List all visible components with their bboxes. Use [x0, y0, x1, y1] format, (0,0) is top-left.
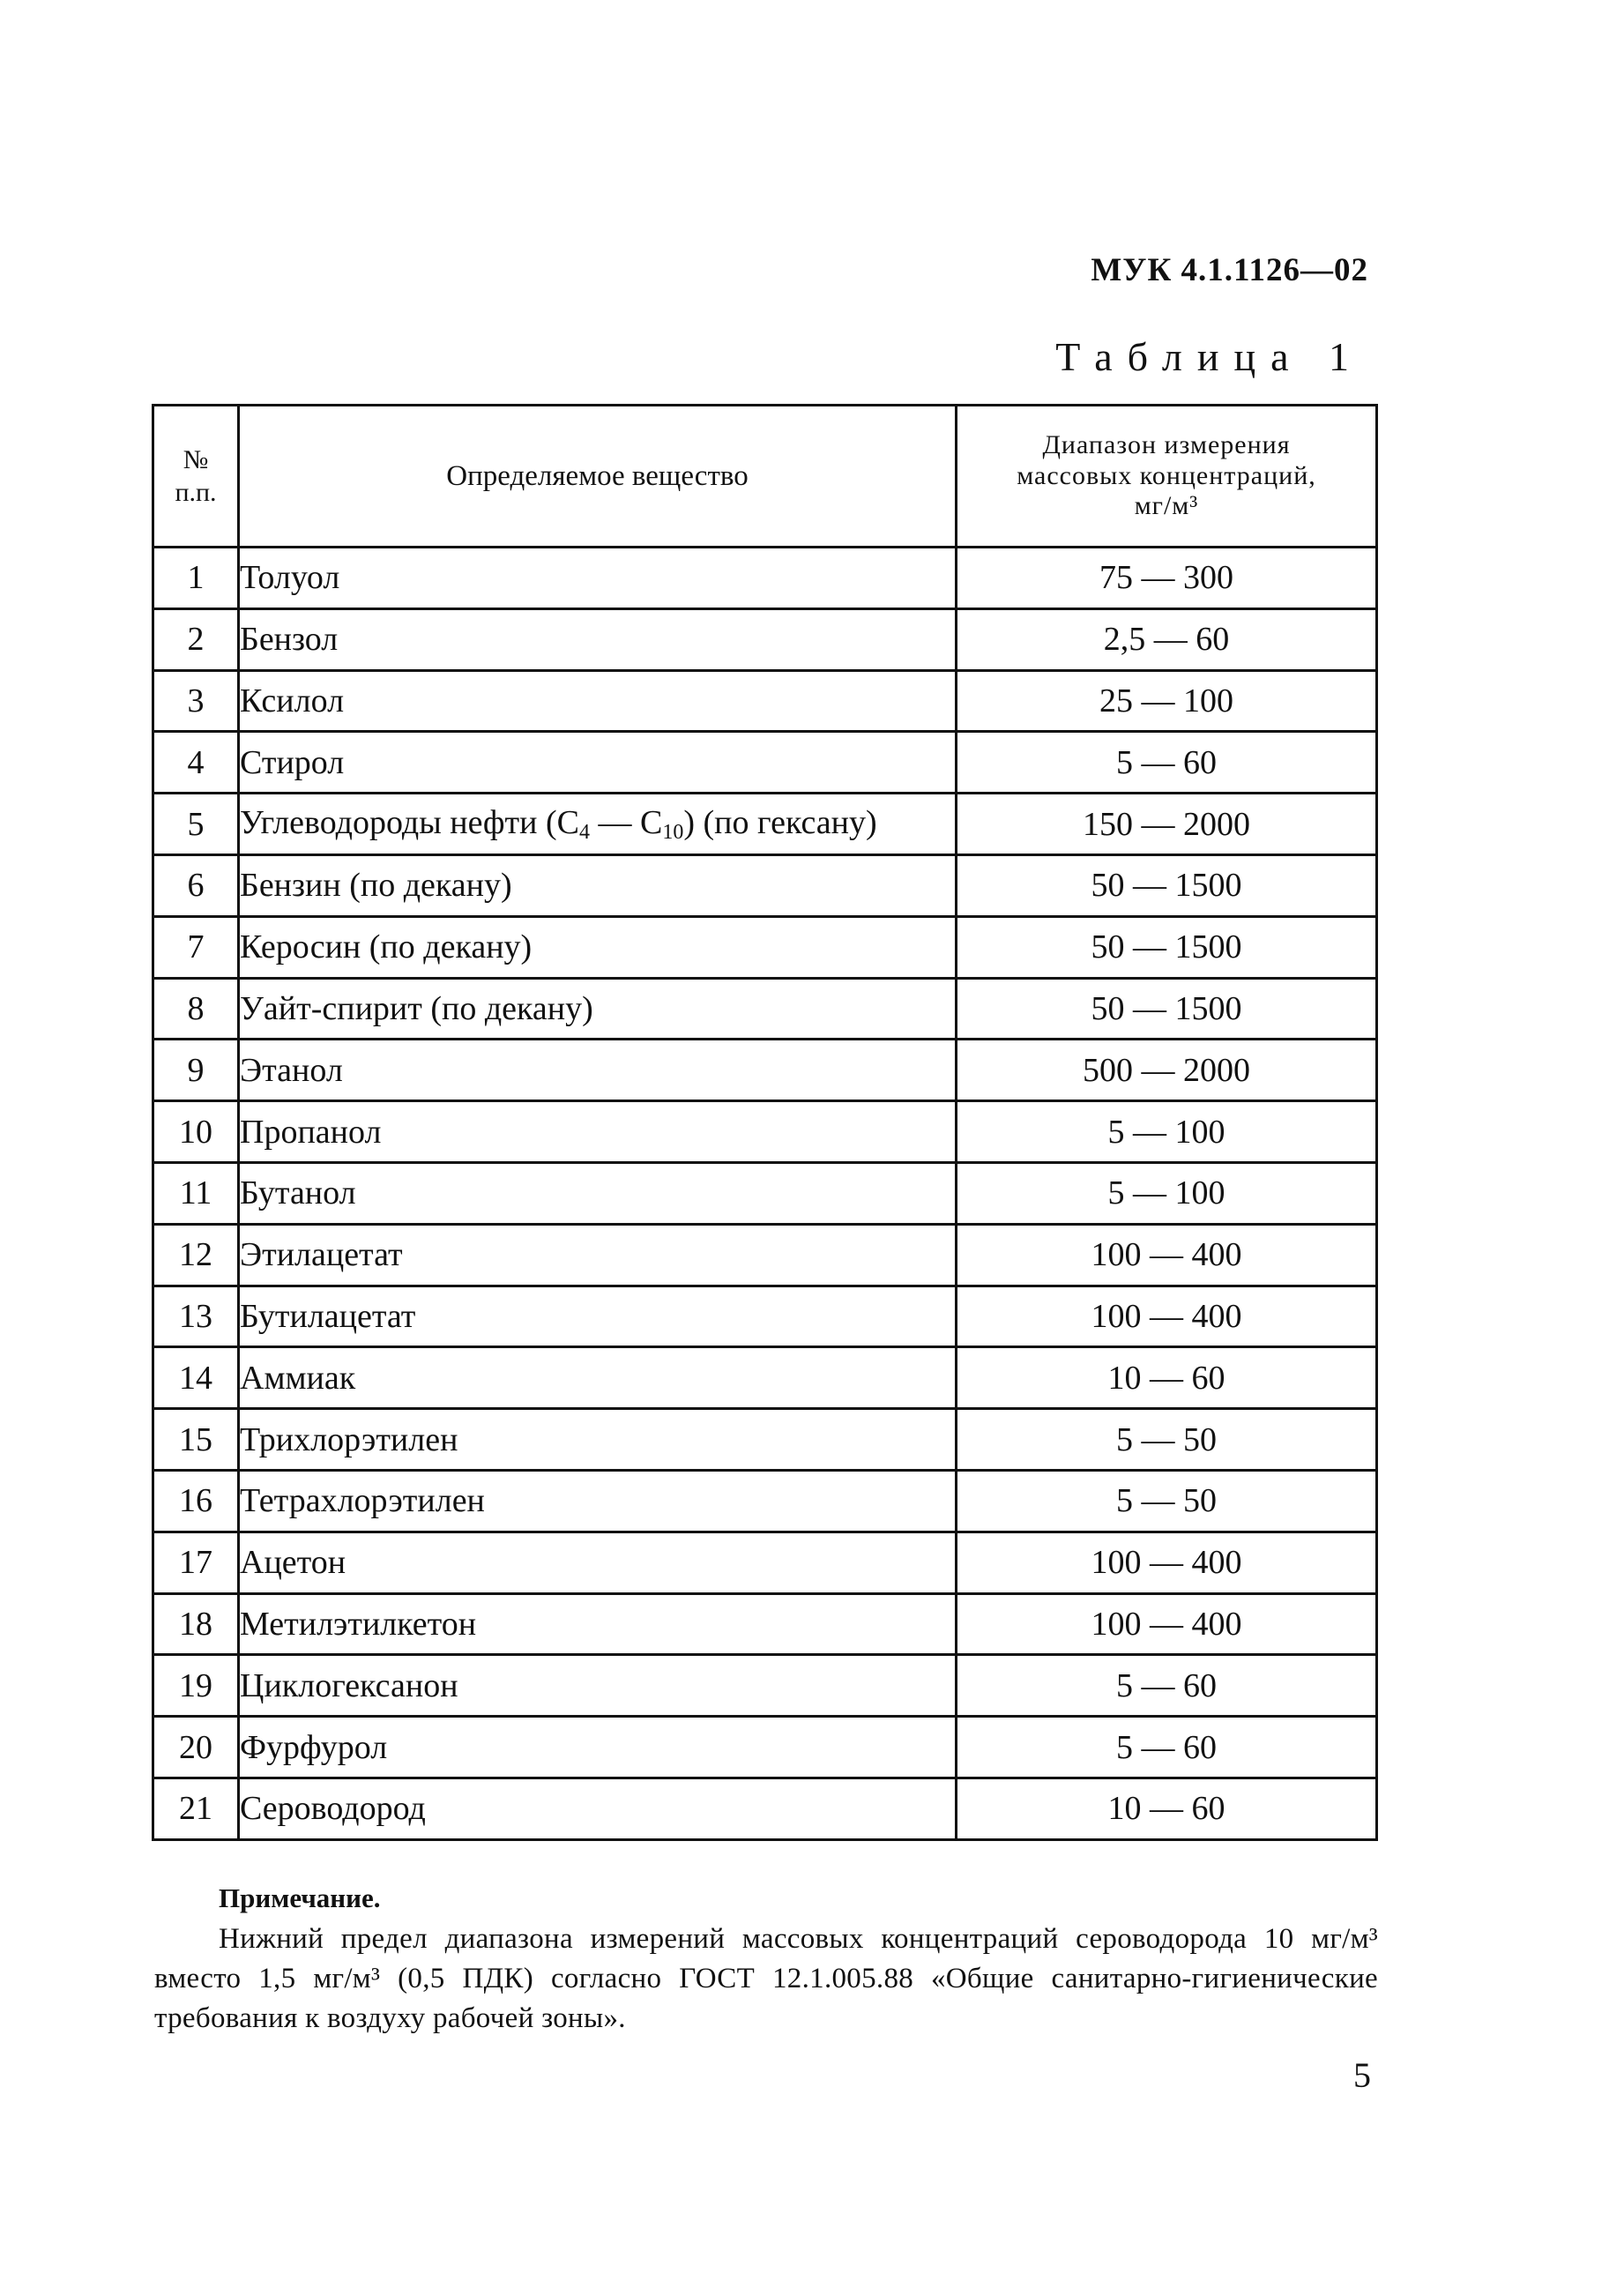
- row-substance: Пропанол: [239, 1101, 957, 1163]
- row-number: 1: [153, 548, 239, 609]
- row-range: 100 — 400: [957, 1224, 1377, 1286]
- header-range-line2: массовых концентраций,: [1017, 460, 1316, 490]
- header-range-line1: Диапазон измерения: [1042, 430, 1291, 460]
- table-row: [153, 608, 1377, 670]
- header-number-line2: п.п.: [175, 478, 217, 507]
- row-number: 6: [153, 854, 239, 916]
- note-title: Примечание.: [219, 1882, 381, 1913]
- row-range: 100 — 400: [957, 1532, 1377, 1593]
- table-row: [153, 1040, 1377, 1101]
- row-range: 500 — 2000: [957, 1040, 1377, 1101]
- table-row: [153, 1470, 1377, 1532]
- row-substance: Тетрахлорэтилен: [239, 1470, 957, 1532]
- row-substance: Трихлорэтилен: [239, 1409, 957, 1471]
- table-row: [153, 732, 1377, 794]
- row-number: 15: [153, 1409, 239, 1471]
- row-range: 2,5 — 60: [957, 608, 1377, 670]
- row-range: 50 — 1500: [957, 978, 1377, 1040]
- row-number: 2: [153, 608, 239, 670]
- row-substance: Бензол: [239, 608, 957, 670]
- row-number: 13: [153, 1286, 239, 1347]
- table-row: [153, 1717, 1377, 1778]
- header-number-line1: №: [183, 444, 209, 474]
- row-substance: Сероводород: [239, 1778, 957, 1839]
- row-substance: Уайт-спирит (по декану): [239, 978, 957, 1040]
- header-range-line3: мг/м³: [1134, 491, 1199, 521]
- table-row: [153, 1224, 1377, 1286]
- table-row: [153, 1593, 1377, 1655]
- row-range: 100 — 400: [957, 1286, 1377, 1347]
- row-substance: Этилацетат: [239, 1224, 957, 1286]
- row-range: 25 — 100: [957, 670, 1377, 732]
- row-range: 5 — 100: [957, 1101, 1377, 1163]
- table-row: [153, 1532, 1377, 1593]
- table-row: [153, 854, 1377, 916]
- row-substance: Метилэтилкетон: [239, 1593, 957, 1655]
- table-row: [153, 1655, 1377, 1717]
- row-range: 75 — 300: [957, 548, 1377, 609]
- note-text: Нижний предел диапазона измерений массовых концентраций сероводорода 10 мг/м³ вместо 1,5 мг/м³ (0,5 ПДК) согласно ГОСТ 12.1.005.88 «Общие санитарно-гигиенические требования к воздуху рабочей зоны».: [154, 1923, 1378, 2034]
- substance-text-mid: — C: [589, 804, 663, 842]
- table-row: [153, 670, 1377, 732]
- document-code: МУК 4.1.1126—02: [1091, 252, 1368, 288]
- row-number: 3: [153, 670, 239, 732]
- header-substance: Определяемое вещество: [239, 406, 957, 548]
- row-range: 5 — 50: [957, 1470, 1377, 1532]
- row-substance: Этанол: [239, 1040, 957, 1101]
- row-range: 5 — 60: [957, 732, 1377, 794]
- row-number: 19: [153, 1655, 239, 1717]
- table-row: [153, 1778, 1377, 1839]
- row-number: 7: [153, 916, 239, 978]
- row-range: 10 — 60: [957, 1347, 1377, 1409]
- row-substance: Циклогексанон: [239, 1655, 957, 1717]
- row-number: 4: [153, 732, 239, 794]
- subscript-carbon-min: 4: [578, 821, 590, 845]
- row-substance: Стирол: [239, 732, 957, 794]
- row-number: 12: [153, 1224, 239, 1286]
- row-range: 100 — 400: [957, 1593, 1377, 1655]
- row-range: 50 — 1500: [957, 854, 1377, 916]
- header-number: [153, 406, 239, 548]
- row-number: 18: [153, 1593, 239, 1655]
- row-substance: Аммиак: [239, 1347, 957, 1409]
- table-row: [153, 1162, 1377, 1224]
- row-substance: Ксилол: [239, 670, 957, 732]
- substance-text-post: ) (по гексану): [683, 804, 877, 842]
- table-row: [153, 794, 1377, 855]
- row-substance: Бензин (по декану): [239, 854, 957, 916]
- substances-table: [152, 404, 1378, 1841]
- row-number: 21: [153, 1778, 239, 1839]
- table-row: [153, 1347, 1377, 1409]
- row-number: 8: [153, 978, 239, 1040]
- row-range: 50 — 1500: [957, 916, 1377, 978]
- table-header-row: [153, 406, 1377, 548]
- row-number: 5: [153, 794, 239, 855]
- row-number: 9: [153, 1040, 239, 1101]
- row-substance: [239, 794, 957, 855]
- row-substance: Бутилацетат: [239, 1286, 957, 1347]
- row-substance: Толуол: [239, 548, 957, 609]
- subscript-carbon-max: 10: [662, 821, 684, 845]
- row-number: 14: [153, 1347, 239, 1409]
- row-range: 150 — 2000: [957, 794, 1377, 855]
- row-substance: Ацетон: [239, 1532, 957, 1593]
- row-range: 10 — 60: [957, 1778, 1377, 1839]
- row-number: 10: [153, 1101, 239, 1163]
- row-substance: Керосин (по декану): [239, 916, 957, 978]
- row-range: 5 — 60: [957, 1717, 1377, 1778]
- row-number: 11: [153, 1162, 239, 1224]
- table-row: [153, 1101, 1377, 1163]
- table-row: [153, 978, 1377, 1040]
- table-row: [153, 916, 1377, 978]
- row-number: 16: [153, 1470, 239, 1532]
- row-substance: Фурфурол: [239, 1717, 957, 1778]
- table-row: [153, 1286, 1377, 1347]
- table-row: [153, 548, 1377, 609]
- row-number: 20: [153, 1717, 239, 1778]
- row-range: 5 — 60: [957, 1655, 1377, 1717]
- row-substance: Бутанол: [239, 1162, 957, 1224]
- table-row: [153, 1409, 1377, 1471]
- row-number: 17: [153, 1532, 239, 1593]
- header-range: [957, 406, 1377, 548]
- table-caption: Таблица 1: [1055, 334, 1364, 379]
- substance-text-pre: Углеводороды нефти (C: [240, 804, 579, 842]
- row-range: 5 — 50: [957, 1409, 1377, 1471]
- row-range: 5 — 100: [957, 1162, 1377, 1224]
- page-number: 5: [1353, 2055, 1371, 2095]
